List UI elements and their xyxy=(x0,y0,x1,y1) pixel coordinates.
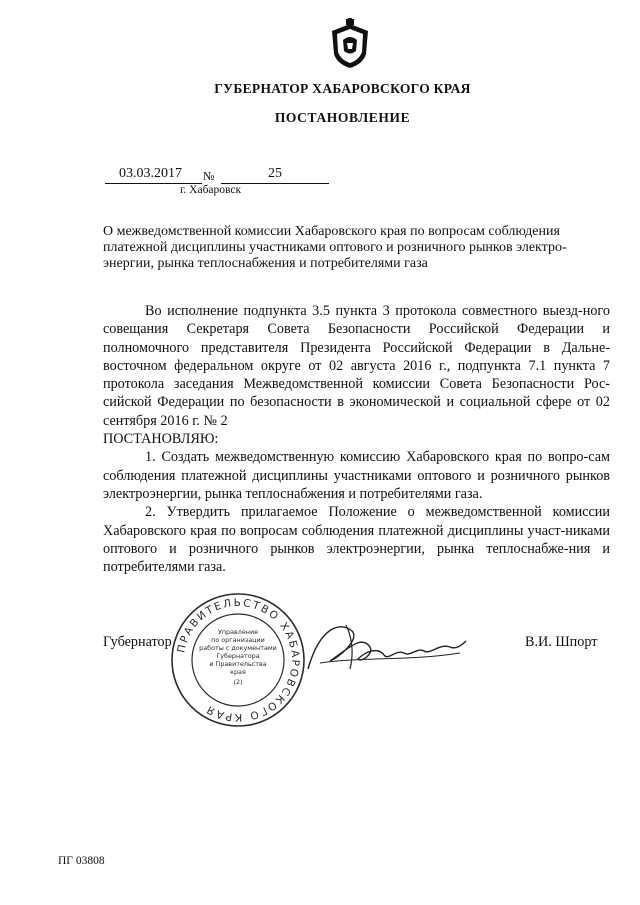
svg-text:Губернатора: Губернатора xyxy=(216,652,260,660)
document-number: 25 xyxy=(268,166,282,181)
svg-text:(2): (2) xyxy=(233,678,243,686)
number-sign: № xyxy=(203,169,215,183)
svg-text:Управление: Управление xyxy=(217,628,259,636)
item-2-paragraph: 2. Утвердить прилагаемое Положение о межведомственной комиссии Хабаровского края по вопросам соблюдения платежной дисциплины участ-никами оптового и розничного рынков электроэнергии, рынка теплоснабже-ния и потребителями газа. xyxy=(103,504,610,576)
decree-word: ПОСТАНОВЛЯЮ: xyxy=(103,431,219,448)
document-type: ПОСТАНОВЛЕНИЕ xyxy=(274,110,411,125)
document-date: 03.03.2017 xyxy=(119,166,182,181)
svg-text:ПРАВИТЕЛЬСТВО ХАБАРОВСКОГО КРА: ПРАВИТЕЛЬСТВО ХАБАРОВСКОГО КРАЯ xyxy=(175,596,302,724)
coat-of-arms-icon xyxy=(327,18,373,70)
handwritten-signature xyxy=(300,617,470,679)
preamble-paragraph: Во исполнение подпункта 3.5 пункта 3 протокола совместного выезд-ного совещания Секретаря Совета Безопасности Российской Федерации и полномочного представителя Президента Российской Федерации в Дальне-восточном федеральном округе от 02 августа 2016 г., подпункта 7.1 пункта 7 протокола заседания Межведомственной комиссии Совета Безопасности Рос-сийской Федерации по безопасности в экономической и социальной сфере от 02 сентября 2016 г. № 2 xyxy=(103,303,610,429)
signatory-name: В.И. Шпорт xyxy=(525,634,598,650)
footer-code: ПГ 03808 xyxy=(58,855,105,867)
signatory-role: Губернатор xyxy=(103,634,172,650)
svg-text:края: края xyxy=(230,668,246,676)
document-body xyxy=(103,302,610,576)
official-seal-icon xyxy=(168,590,308,730)
document-city: г. Хабаровск xyxy=(180,184,242,196)
svg-text:по организации: по организации xyxy=(211,636,265,644)
item-1-paragraph: 1. Создать межведомственную комиссию Хабаровского края по вопро-сам соблюдения платежной дисциплины участниками оптового и розничного рынков электроэнергии, рынка теплоснабжения и потребителями газа. xyxy=(103,449,610,502)
authority-title: ГУБЕРНАТОР ХАБАРОВСКОГО КРАЯ xyxy=(214,81,471,96)
svg-text:и Правительства: и Правительства xyxy=(209,660,267,668)
svg-text:работы с документами: работы с документами xyxy=(199,644,277,652)
document-subject: О межведомственной комиссии Хабаровского края по вопросам соблюдения платежной дисциплины участниками оптового и розничного рынков электро-энергии, рынка теплоснабжения и потребителями газа xyxy=(103,224,567,271)
